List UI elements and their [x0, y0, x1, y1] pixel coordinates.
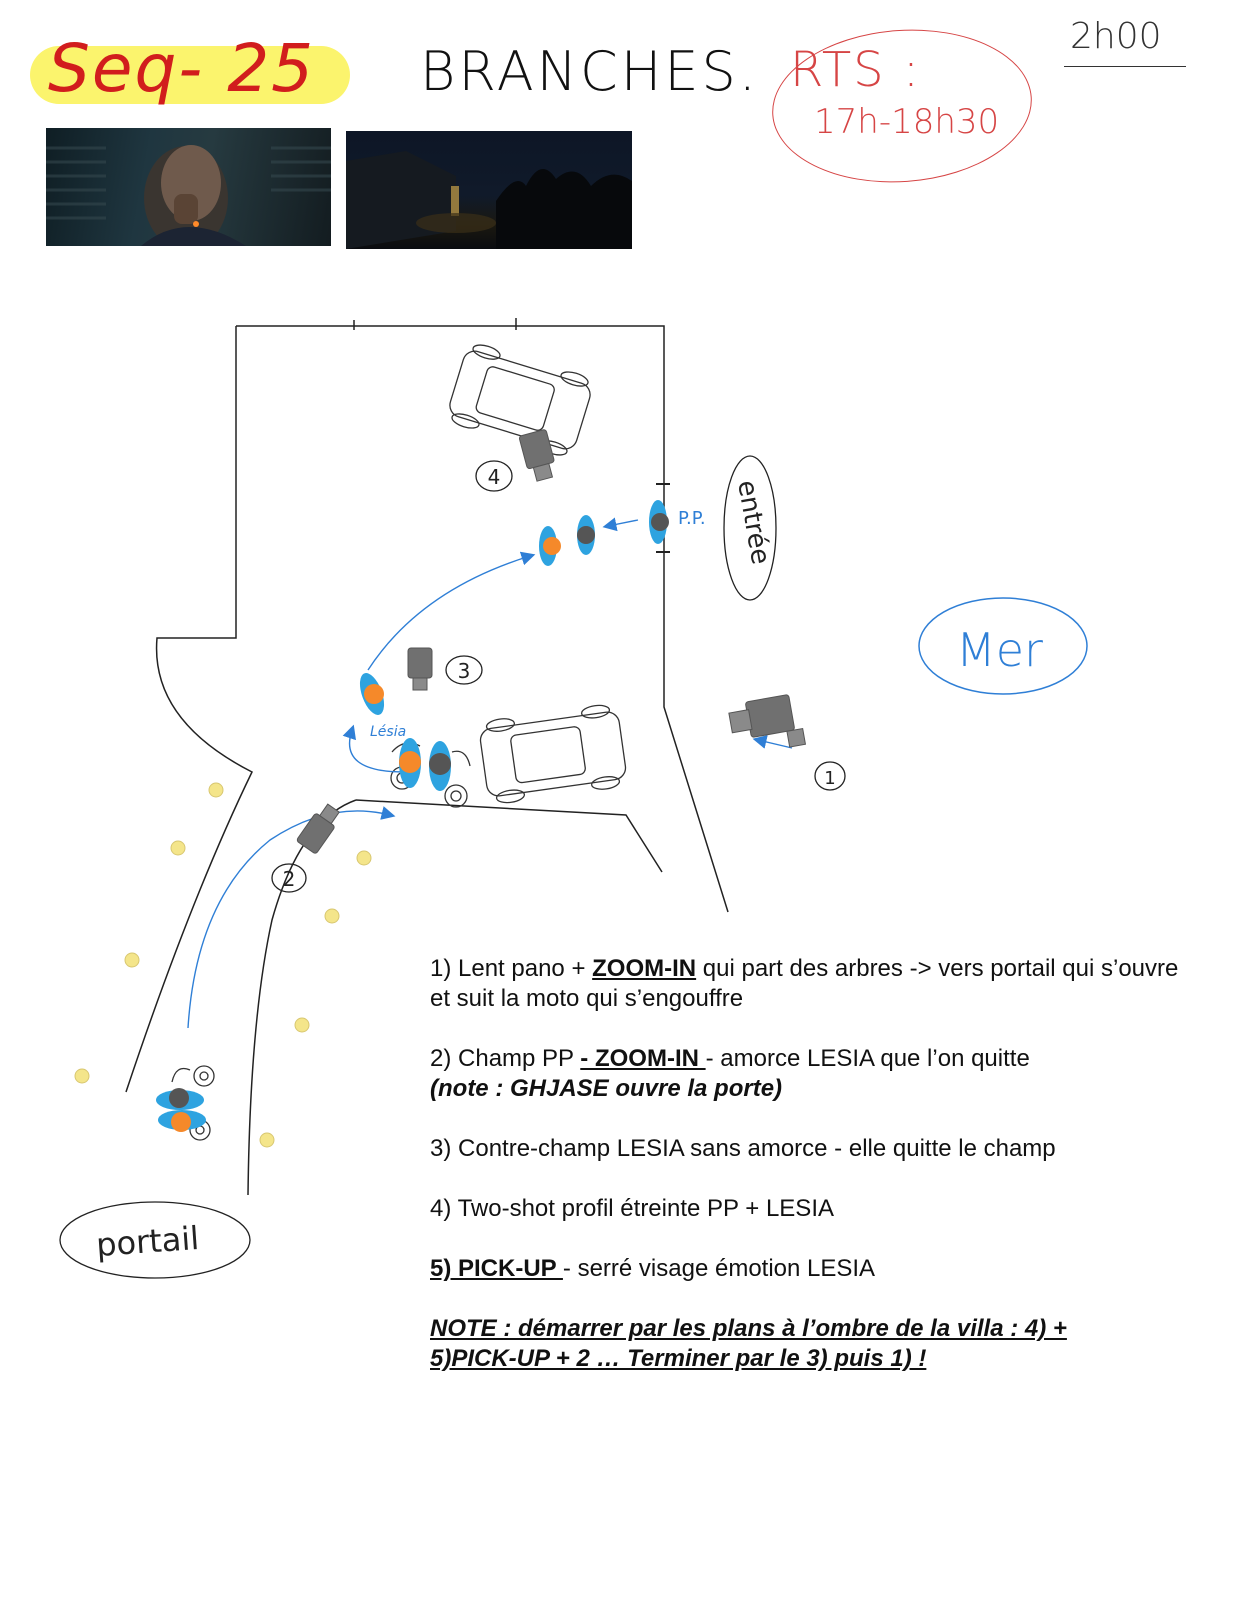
shot-1 [430, 954, 1190, 1014]
shot-1-zoom: ZOOM-IN [592, 955, 697, 982]
shot-4-text: 4) Two-shot profil étreinte PP + LESIA [430, 1195, 834, 1222]
shot-5 [430, 1254, 1190, 1284]
shot-3-text: 3) Contre-champ LESIA sans amorce - elle quitte le champ [430, 1135, 1056, 1162]
car-parked-middle [478, 703, 628, 806]
shot-2-text-a: 2) Champ PP [430, 1045, 581, 1072]
shot-2-note: (note : GHJASE ouvre la porte) [430, 1075, 783, 1102]
lesia-label: Lésia [370, 724, 407, 740]
shot-2-text-b: - amorce LESIA que l’on quitte [705, 1045, 1030, 1072]
duration-label: 2h00 [1070, 16, 1162, 57]
shot-1-text-b: qui part des arbres -> vers portail qui s’ouvre et suit la moto qui s’engouffre [430, 955, 1179, 1012]
final-note [430, 1314, 1190, 1374]
pp-label: P.P. [678, 508, 706, 529]
shot-5-pickup: 5) PICK-UP [430, 1255, 563, 1282]
camera-2-number: 2 [282, 867, 296, 891]
shot-1-text-a: 1) Lent pano + [430, 955, 593, 982]
entree-label: entrée [731, 478, 776, 567]
mer-label: Mer [956, 623, 1043, 677]
sequence-label: Seq- 25 [48, 30, 316, 107]
camera-icon [296, 429, 805, 854]
camera-3-number: 3 [457, 659, 471, 683]
shot-2-zoom: - ZOOM-IN [580, 1045, 706, 1072]
shot-2 [430, 1044, 1190, 1104]
final-note-line-1: NOTE : démarrer par les plans à l’ombre de la villa : 4) + [430, 1315, 1067, 1342]
camera-4-number: 4 [487, 465, 501, 489]
shot-3 [430, 1134, 1190, 1164]
shot-4 [430, 1194, 1190, 1224]
final-note-line-2: 5)PICK-UP + 2 … Terminer par le 3) puis 1) ! [430, 1345, 927, 1372]
camera-1-number: 1 [824, 768, 836, 789]
shot-list [430, 954, 1190, 1404]
movement-paths [188, 520, 792, 1028]
rts-label: RTS : [790, 42, 922, 98]
rts-time: 17h-18h30 [814, 102, 1000, 142]
portail-label: portail [94, 1218, 201, 1265]
shot-5-text: - serré visage émotion LESIA [562, 1255, 876, 1282]
scene-title: BRANCHES. [420, 40, 759, 103]
